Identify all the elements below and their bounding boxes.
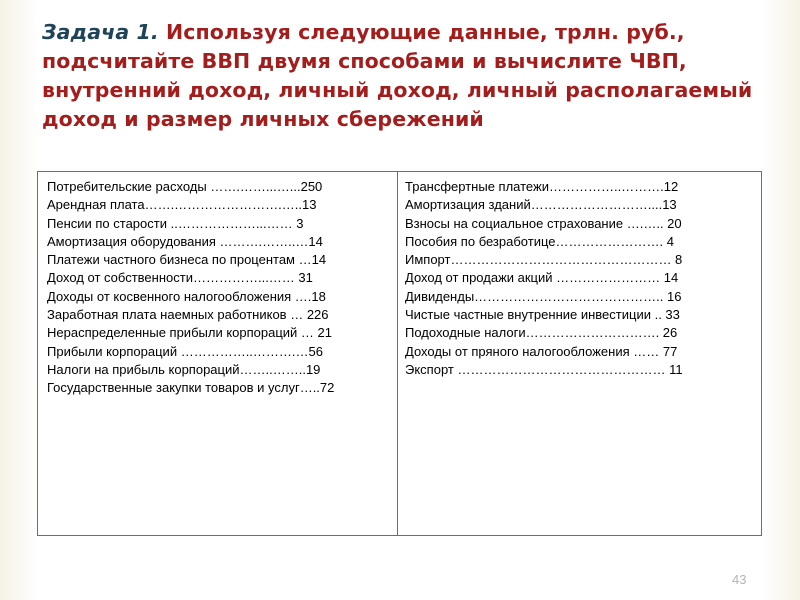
list-item: Заработная плата наемных работников … 226 xyxy=(47,307,329,323)
list-item: Потребительские расходы …….……...…...250 xyxy=(47,179,323,194)
list-item: Арендная плата…….…………………….…..13 xyxy=(47,197,317,213)
list-item: Нераспределенные прибыли корпораций … 21 xyxy=(47,325,332,341)
right-decorative-band xyxy=(760,0,800,600)
task-text: Используя следующие данные, трлн. руб., подсчитайте ВВП двумя способами и вычислите ЧВП, внутренний доход, личный доход, личный располагаемый доход и размер личных сбережений xyxy=(42,20,753,131)
list-item: Пособия по безработице……………………. 4 xyxy=(405,233,674,249)
table-column-right xyxy=(398,172,761,535)
table-column-left xyxy=(38,172,398,535)
list-item: Взносы на социальное страхование ….….. 20 xyxy=(405,215,682,231)
page-number: 43 xyxy=(732,572,747,587)
left-decorative-band xyxy=(0,0,40,600)
list-item: Пенсии по старости ..………………...…… 3 xyxy=(47,215,304,231)
list-item: Подоходные налоги…………………………. 26 xyxy=(405,325,678,341)
list-item: Доход от продажи акций …………………… 14 xyxy=(405,270,679,286)
list-item: Прибыли корпораций ……………..……….…56 xyxy=(47,343,323,359)
list-item: Экспорт ………………………………………… 11 xyxy=(405,361,683,377)
list-item: Чистые частные внутренние инвестиции .. 33 xyxy=(405,307,680,323)
list-item: Амортизация оборудования ……….……..…14 xyxy=(47,233,323,249)
slide-title xyxy=(42,18,762,134)
list-item: Дивиденды…………………………………….. 16 xyxy=(405,288,682,304)
list-item: Амортизация зданий………………………....13 xyxy=(405,197,677,213)
list-item: Государственные закупки товаров и услуг…..72 xyxy=(47,380,335,396)
list-item: Доходы от пряного налогообложения …… 77 xyxy=(405,343,678,359)
list-item: Налоги на прибыль корпораций……..……..19 xyxy=(47,361,321,377)
list-item: Импорт…………………………………………… 8 xyxy=(405,252,683,268)
list-item: Трансфертные платежи……………..……….12 xyxy=(405,179,679,194)
list-item: Платежи частного бизнеса по процентам …14 xyxy=(47,252,327,268)
data-table xyxy=(37,171,762,536)
task-label: Задача 1. xyxy=(42,20,159,44)
list-item: Доходы от косвенного налогообложения ….18 xyxy=(47,288,326,304)
list-item: Доход от собственности……………...…… 31 xyxy=(47,270,313,286)
